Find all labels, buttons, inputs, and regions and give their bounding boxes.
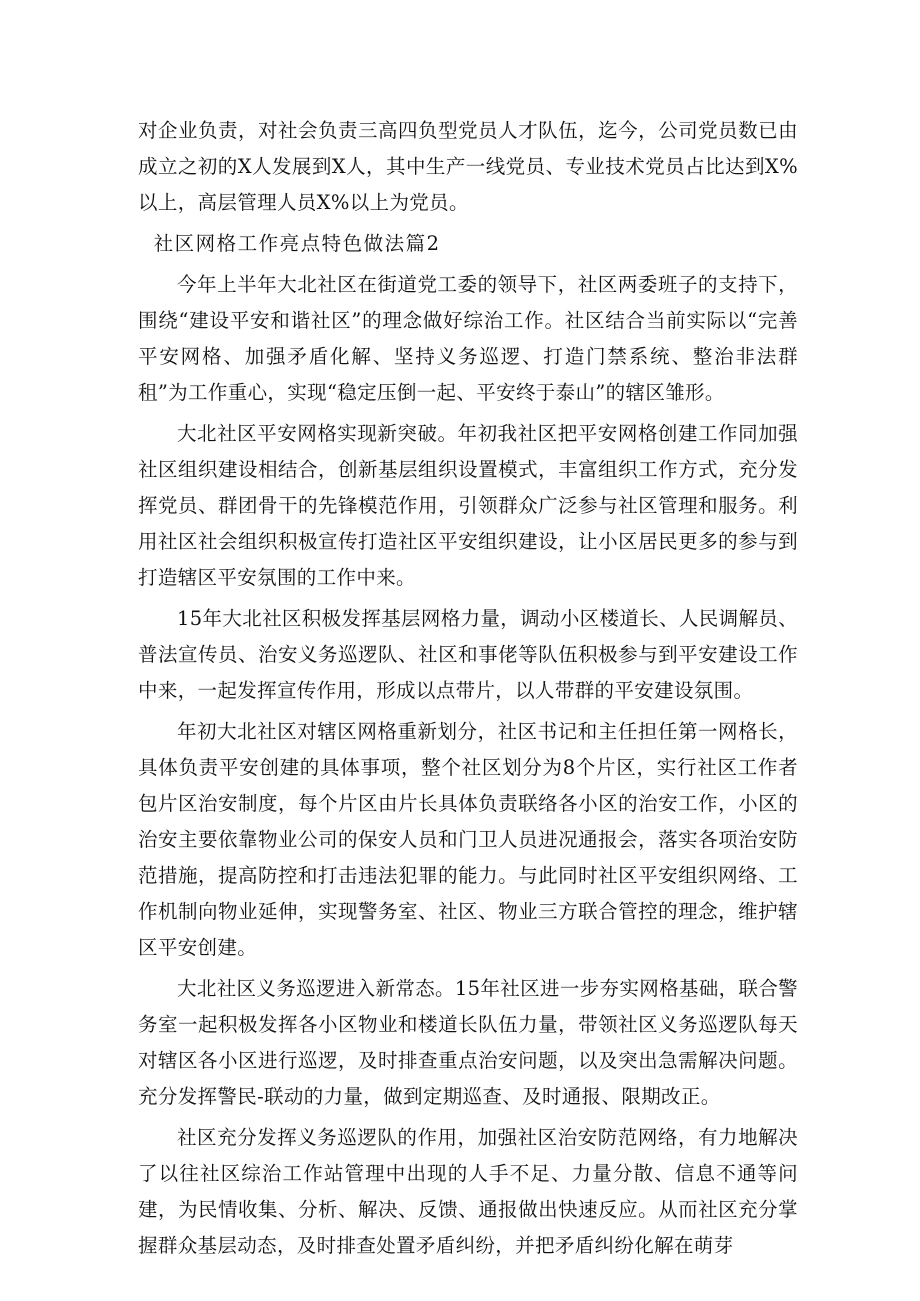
section-heading: 社区网格工作亮点特色做法篇2: [153, 232, 441, 255]
paragraph-grid-forces: 15年大北社区积极发挥基层网格力量，调动小区楼道长、人民调解员、普法宣传员、治安义务巡逻队、社区和事佬等队伍积极参与到平安建设工作中来，一起发挥宣传作用，形成以点带片，以人带群的平安建设氛围。: [138, 607, 799, 702]
paragraph-grid-breakthrough: 大北社区平安网格实现新突破。年初我社区把平安网格创建工作同加强社区组织建设相结合，创新基层组织设置模式，丰富组织工作方式，充分发挥党员、群团骨干的先锋模范作用，引领群众广泛参与社区管理和服务。利用社区社会组织积极宣传打造社区平安组织建设，让小区居民更多的参与到打造辖区平安氛围的工作中来。: [138, 422, 798, 589]
paragraph-patrol-normal: 大北社区义务巡逻进入新常态。15年社区进一步夯实网格基础，联合警务室一起积极发挥各小区物业和楼道长队伍力量，带领社区义务巡逻队每天对辖区各小区进行巡逻，及时排查重点治安问题，以及突出急需解决问题。充分发挥警民-联动的力量，做到定期巡查、及时通报、限期改正。: [138, 977, 799, 1108]
paragraph-intro: 对企业负责，对社会负责三高四负型党员人才队伍，迄今，公司党员数已由成立之初的X人发展到X人，其中生产一线党员、专业技术党员占比达到X%以上，高层管理人员X%以上为党员。: [138, 119, 798, 214]
document-body: [138, 113, 798, 1269]
paragraph-grid-division: 年初大北社区对辖区网格重新划分，社区书记和主任担任第一网格长，具体负责平安创建的具体事项，整个社区划分为8个片区，实行社区工作者包片区治安制度，每个片区由片长具体负责联络各小区的治安工作，小区的治安主要依靠物业公司的保安人员和门卫人员进况通报会，落实各项治安防范措施，提高防控和打击违法犯罪的能力。与此同时社区平安组织网络、工作机制向物业延伸，实现警务室、社区、物业三方联合管控的理念，维护辖区平安创建。: [138, 720, 798, 959]
paragraph-overview: 今年上半年大北社区在街道党工委的领导下，社区两委班子的支持下，围绕“建设平安和谐社区”的理念做好综治工作。社区结合当前实际以“完善平安网格、加强矛盾化解、坚持义务巡逻、打造门禁系统、整治非法群租”为工作重心，实现“稳定压倒一起、平安终于泰山”的辖区雏形。: [138, 273, 798, 404]
paragraph-patrol-role: 社区充分发挥义务巡逻队的作用，加强社区治安防范网络，有力地解决了以往社区综治工作站管理中出现的人手不足、力量分散、信息不通等问建，为民情收集、分析、解决、反馈、通报做出快速反应。从而社区充分掌握群众基层动态，及时排查处置矛盾纠纷，并把矛盾纠纷化解在萌芽: [138, 1126, 798, 1257]
